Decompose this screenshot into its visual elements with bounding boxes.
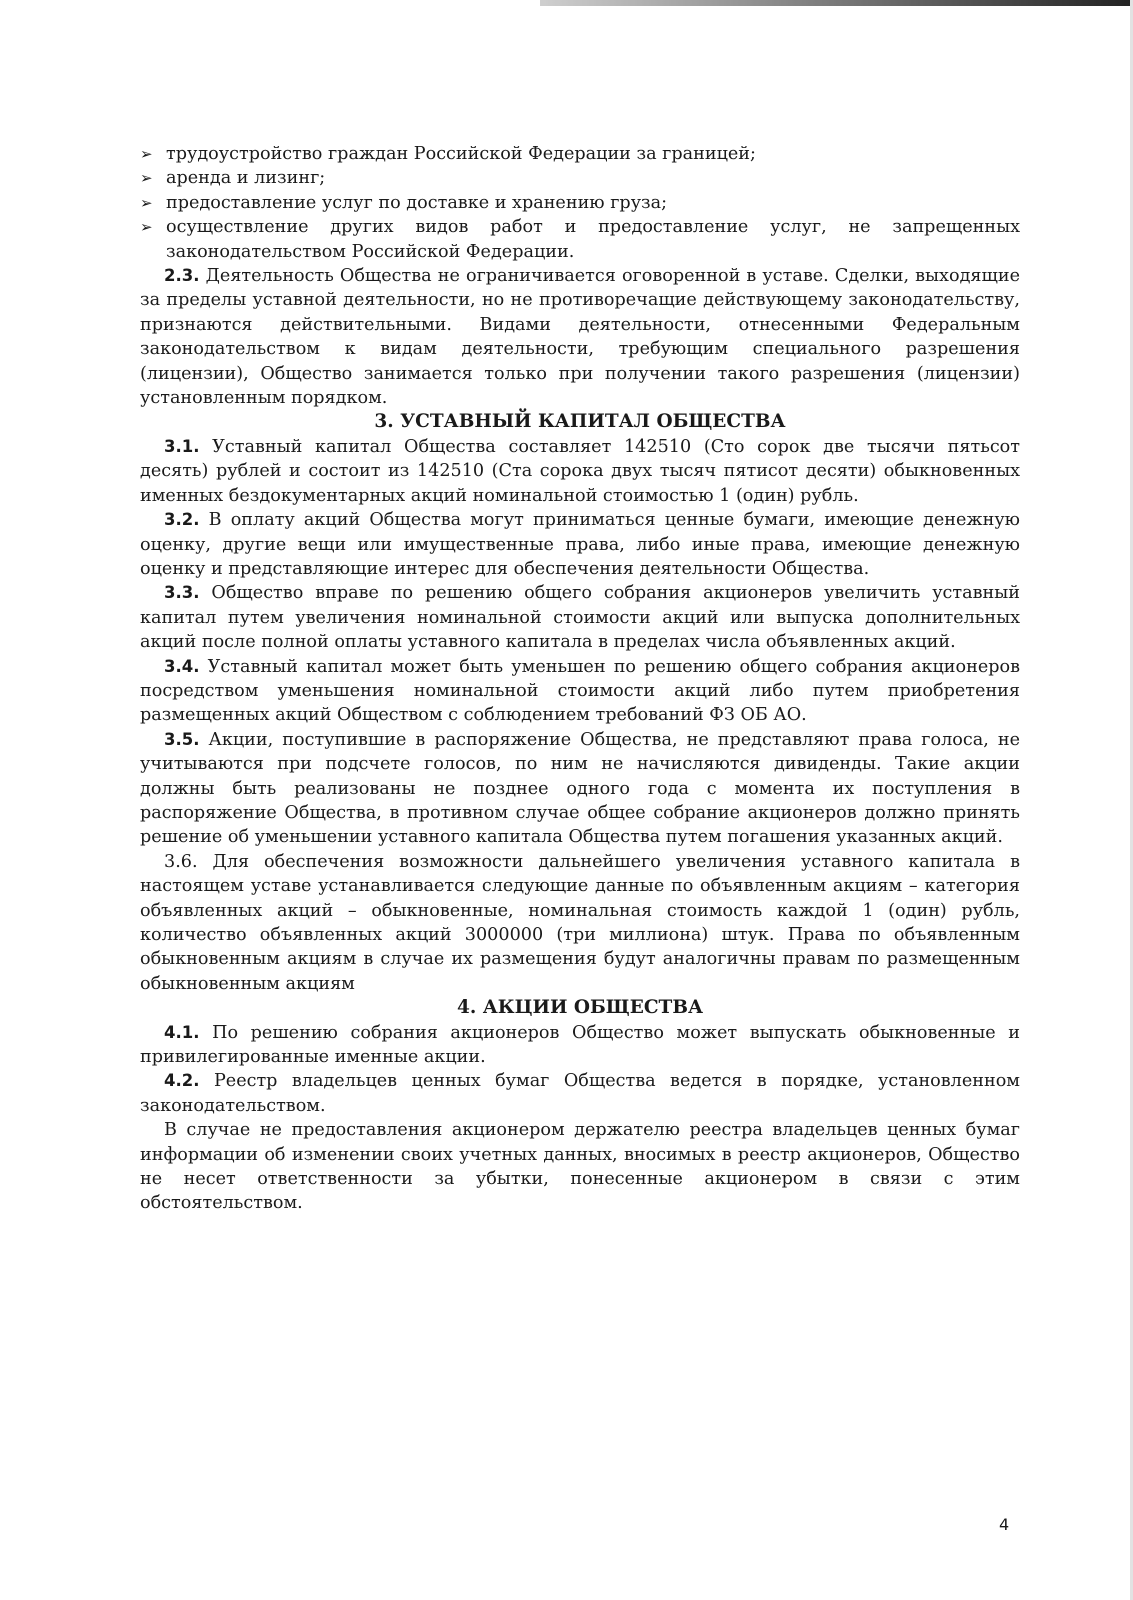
paragraph-3-3: 3.3. Общество вправе по решению общего собрания акционеров увеличить уставный капитал путем увеличения номинальной стоимости акций или выпуска дополнительных акций после полной оплаты уставного капитала в пределах числа объявленных акций. — [140, 583, 1020, 653]
paragraph-3-5: 3.5. Акции, поступившие в распоряжение Общества, не представляют права голоса, не учитываются при подсчете голосов, по ним не начисляются дивиденды. Такие акции должны быть реализованы не позднее одного года с момента их поступления в распоряжение Общества, в противном случае общее собрание акционеров должно принять решение об уменьшении уставного капитала Общества путем погашения указанных акций. — [140, 729, 1020, 848]
arrow-bullet-icon: ➢ — [140, 145, 153, 163]
clause-number: 3.3. — [164, 583, 200, 603]
document-body — [140, 142, 1020, 1216]
section-4-title: 4. АКЦИИ ОБЩЕСТВА — [456, 997, 704, 1019]
clause-number: 4.2. — [164, 1071, 200, 1091]
paragraph-3-2: 3.2. В оплату акций Общества могут приниматься ценные бумаги, имеющие денежную оценку, другие вещи или имущественные права, либо иные права, имеющие денежную оценку и представляющие интерес для обеспечения деятельности Общества. — [140, 510, 1020, 579]
clause-number: 3.4. — [164, 656, 200, 676]
clause-number: 4.1. — [164, 1022, 200, 1042]
arrow-bullet-icon: ➢ — [140, 169, 153, 188]
paragraph-4-2: 4.2. Реестр владельцев ценных бумаг Общества ведется в порядке, установленном законодательством. — [140, 1071, 1020, 1116]
section-3-title: 3. УСТАВНЫЙ КАПИТАЛ ОБЩЕСТВА — [374, 411, 786, 433]
paragraph-4-3: В случае не предоставления акционером держателю реестра владельцев ценных бумаг информации об изменении своих учетных данных, вносимых в реестр акционеров, Общество не несет ответственности за убытки, понесенные акционером в связи с этим обстоятельством. — [140, 1120, 1020, 1214]
paragraph-3-4: 3.4. Уставный капитал может быть уменьшен по решению общего собрания акционеров посредством уменьшения номинальной стоимости акций либо путем приобретения размещенных акций Обществом с соблюдением требований ФЗ ОБ АО. — [140, 656, 1020, 726]
list-item: ➢ трудоустройство граждан Российской Федерации за границей; — [140, 142, 1020, 166]
arrow-bullet-icon: ➢ — [140, 218, 153, 237]
list-item: ➢ осуществление других видов работ и предоставление услуг, не запрещенных законодательством Российской Федерации. — [140, 217, 1020, 262]
clause-number: 3.1. — [164, 436, 200, 456]
paragraph-3-1: 3.1. Уставный капитал Общества составляет 142510 (Сто сорок две тысячи пятьсот десять) рублей и состоит из 142510 (Ста сорока двух тысяч пятисот десяти) обыкновенных именных бездокументарных акций номинальной стоимостью 1 (один) рубль. — [140, 436, 1020, 506]
clause-number: 3.2. — [164, 510, 200, 530]
list-item: ➢ предоставление услуг по доставке и хранению груза; — [140, 191, 1020, 215]
clause-number: 2.3. — [164, 266, 200, 286]
list-item: ➢ аренда и лизинг; — [140, 166, 1020, 190]
paragraph-4-1: 4.1. По решению собрания акционеров Общество может выпускать обыкновенные и привилегированные именные акции. — [140, 1022, 1020, 1068]
paragraph-2-3: 2.3. Деятельность Общества не ограничивается оговоренной в уставе. Сделки, выходящие за пределы уставной деятельности, но не противоречащие действующему законодательству, признаются действительными. Видами деятельности, отнесенными Федеральным законодательством к видам деятельности, требующим специального разрешения (лицензии), Общество занимается только при получении такого разрешения (лицензии) установленным порядком. — [140, 266, 1020, 409]
scan-edge-top — [540, 0, 1133, 6]
paragraph-3-6: 3.6. Для обеспечения возможности дальнейшего увеличения уставного капитала в настоящем уставе устанавливается следующие данные по объявленным акциям – категория объявленных акций – обыкновенные, номинальная стоимость каждой 1 (один) рубль, количество объявленных акций 3000000 (три миллиона) штук. Права по объявленным обыкновенным акциям в случае их размещения будут аналогичны правам по размещенным обыкновенным акциям — [140, 851, 1020, 994]
clause-number: 3.5. — [164, 729, 200, 749]
activity-list — [140, 142, 1020, 264]
arrow-bullet-icon: ➢ — [140, 193, 153, 212]
page-number: 4 — [999, 1515, 1010, 1534]
